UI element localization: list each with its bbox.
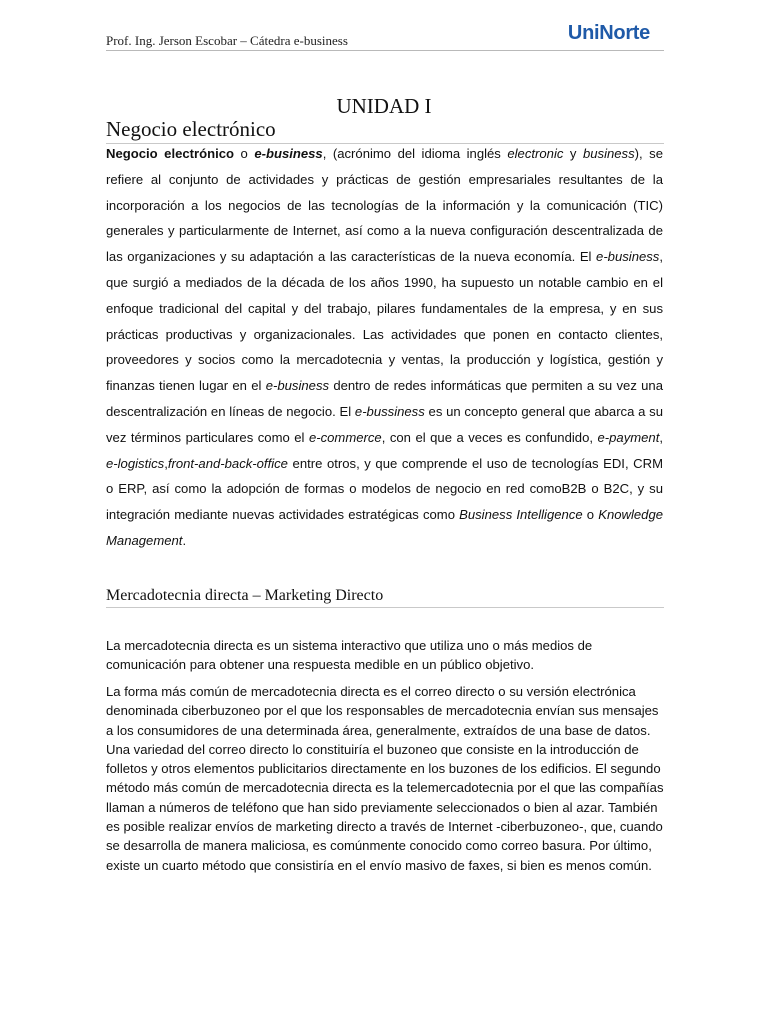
text-italic-term: e-bussiness xyxy=(354,403,425,419)
text-run: , xyxy=(659,429,663,445)
header-author-course: Prof. Ing. Jerson Escobar – Cátedra e-business xyxy=(106,33,348,48)
text-italic-term: electronic xyxy=(507,146,564,161)
text-italic-term: business xyxy=(582,146,635,161)
page-header xyxy=(106,22,664,51)
text-run: o xyxy=(582,507,599,523)
logo-text-n: N xyxy=(599,22,614,44)
section-heading-negocio: Negocio electrónico xyxy=(106,117,664,144)
logo-text-orte: orte xyxy=(613,22,650,44)
text-italic-term: e-logistics xyxy=(106,455,165,471)
text-run: o xyxy=(234,146,255,161)
unit-title-text: UNIDAD I xyxy=(336,94,432,118)
paragraph-marketing-methods: La forma más común de mercadotecnia directa es el correo directo o su versión electrónica denominada ciberbuzoneo por el que los responsables de mercadotecnia envían sus mensajes a los consumidores de una determinada área, generalmente, extraídos de una base de datos. Una variedad del correo directo lo constituiría el buzoneo que consiste en la introducción de folletos y otros elementos publicitarios directamente en los buzones de los edificios. El segundo método más común de mercadotecnia directa es la telemercadotecnia por el que las compañías llaman a números de teléfono que han sido previamente seleccionados o bien al azar. También es posible realizar envíos de marketing directo a través de Internet -ciberbuzoneo-, que, cuando se desarrolla de manera maliciosa, es comúnmente conocido como correo basura. Por último, existe un cuarto método que consistiría en el envío masivo de faxes, si bien es menos común. xyxy=(106,684,664,873)
uninorte-logo xyxy=(568,22,650,45)
text-italic-term: e-business xyxy=(265,378,330,394)
text-run: , con el que a veces es confundido, xyxy=(381,429,598,445)
text-run: es un concepto general que abarca a su vez términos particulares como el xyxy=(106,403,664,445)
text-run: ), se refiere al conjunto de actividades y prácticas de gestión empresariales resultantes de la incorporación a los negocios de las tecnologías de la información y la comunicación (TIC) generales y particularmente de Internet, así como a la nueva configuración descentralizada de las organizaciones y su adaptación a las características de la nueva economía. El xyxy=(106,146,663,265)
text-italic-term: e-commerce xyxy=(308,429,382,445)
text-italic-term: Business Intelligence xyxy=(459,507,583,523)
text-italic-term: Knowledge Management xyxy=(106,507,664,548)
unit-title xyxy=(0,94,768,119)
text-bold-italic-term: e-business xyxy=(254,146,323,161)
text-italic-term: front-and-back-office xyxy=(167,455,288,471)
text-run: dentro de redes informáticas que permiten a su vez una descentralización en líneas de negocio. El xyxy=(106,378,663,419)
text-italic-term: e-business xyxy=(596,249,660,265)
section-heading-marketing: Mercadotecnia directa – Marketing Directo xyxy=(106,587,664,608)
text-run: , xyxy=(164,455,168,471)
text-run: , que surgió a mediados de la década de los años 1990, ha supuesto un notable cambio en el enfoque tradicional del capital y del trabajo, pilares fundamentales de la empresa, y en sus prácticas productivas y organizacionales. Las actividades que ponen en contacto clientes, proveedores y socios como la mercadotecnia y ventas, la producción y logística, gestión y finanzas tienen lugar en el xyxy=(106,249,663,394)
text-run: y xyxy=(563,146,583,161)
text-bold-term: Negocio electrónico xyxy=(106,146,235,161)
paragraph-marketing-definition: La mercadotecnia directa es un sistema interactivo que utiliza uno o más medios de comunicación para obtener una respuesta medible en un público objetivo. xyxy=(106,638,593,673)
logo-text-uni: Uni xyxy=(567,22,600,44)
text-run: . xyxy=(182,532,187,548)
text-run: entre otros, y que comprende el uso de tecnologías EDI, CRM o ERP, así como la adopción de formas o modelos de negocio en red comoB2B o B2C, y su integración mediante nuevas actividades estratégicas como xyxy=(106,455,663,523)
paragraph-ebusiness xyxy=(106,141,663,554)
text-italic-term: e-payment xyxy=(597,429,660,445)
text-run: , (acrónimo del idioma inglés xyxy=(322,146,508,161)
